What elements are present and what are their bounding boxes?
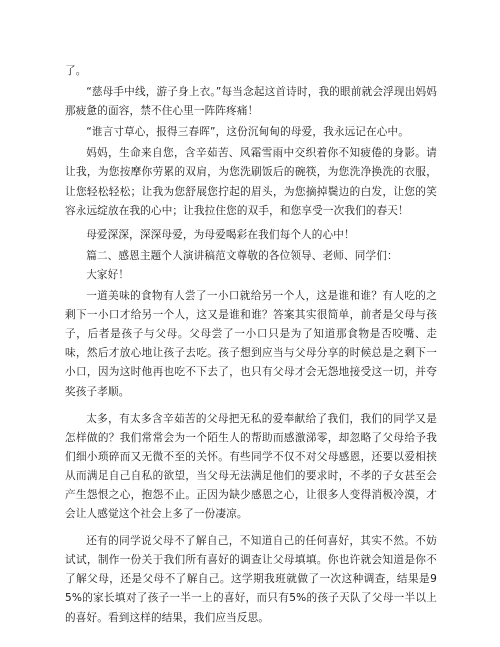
document-body	[65, 62, 437, 628]
paragraph-delicious-food: 一道美味的食物有人尝了一小口就给另一个人，这是谁和谁？有人吃的之剩下一小口才给另一个人，这又是谁和谁？答案其实很简单，前者是父母与孩子，后者是孩子与父母。父母尝了一小口只是为了知道那食物是否咬嘴、走味，然后才放心地让孩子去吃。孩子想到应当与父母分享的时候总是之剩下一小口，因为这时他再也吃不下去了，也只有父母才会无怨地接受这一切，并夸奖孩子孝顺。	[65, 290, 437, 398]
paragraph-continuation: 了。	[65, 65, 87, 77]
paragraph-quote-mother-thread: “慈母手中线，游子身上衣。”每当念起这首诗时，我的眼前就会浮现出妈妈那疲惫的面容，禁不住心里一阵阵疼痛！	[65, 86, 437, 118]
paragraph-mother-love-cheer: 母爱深深，深深母爱，为母爱喝彩在我们每个人的心中！	[86, 228, 355, 241]
paragraph-quote-grass-heart: “谁言寸草心，报得三春晖”，这份沉甸甸的母爱，我永远记在心中。	[86, 126, 410, 139]
paragraph-mother-life: 妈妈，生命来自您，含辛茹苦、风霜雪雨中交织着你不知疲倦的身影。请让我，为您按摩你劳累的双肩，为您洗刷饭后的碗筷，为您洗净换洗的衣服，让您轻松轻松；让我为您舒展您拧起的眉头，为您摘掉鬓边的白发，让您的笑容永远绽放在我的心中；让我拉住您的双手，和您享受一次我们的春天！	[65, 147, 437, 217]
paragraph-parents-preferences: 还有的同学说父母不了解自己，不知道自己的任何喜好，其实不然。不妨试试，制作一份关于我们所有喜好的调查让父母填填。你也许就会知道是你不了解父母，还是父母不了解自己。这学期我班就做了一次这种调查，结果是95%的家长填对了孩子一半一上的喜好，而只有5%的孩子天队了父母一半以上的喜好。看到这样的结果，我们应当反思。	[65, 535, 437, 624]
greeting: 大家好！	[86, 268, 130, 281]
paragraph-too-many-parents: 太多，有太多含辛茹苦的父母把无私的爱奉献给了我们，我们的同学又是怎样做的？我们常常会为一个陌生人的帮助而感激涕零，却忽略了父母给予我们细小琐碎而又无微不至的关怀。有些同学不仅不对父母感恩，还要以爱相挟从而满足自己自私的欲望，当父母无法满足他们的要求时，不孝的子女甚至会产生怨恨之心，抱怨不止。正因为缺少感恩之心，让很多人变得消极冷漠，才会让人感觉这个社会上多了一份凄凉。	[65, 412, 437, 521]
section-heading-part-two: 篇二、感恩主题个人演讲稿范文尊敬的各位领导、老师、同学们：	[86, 249, 398, 262]
